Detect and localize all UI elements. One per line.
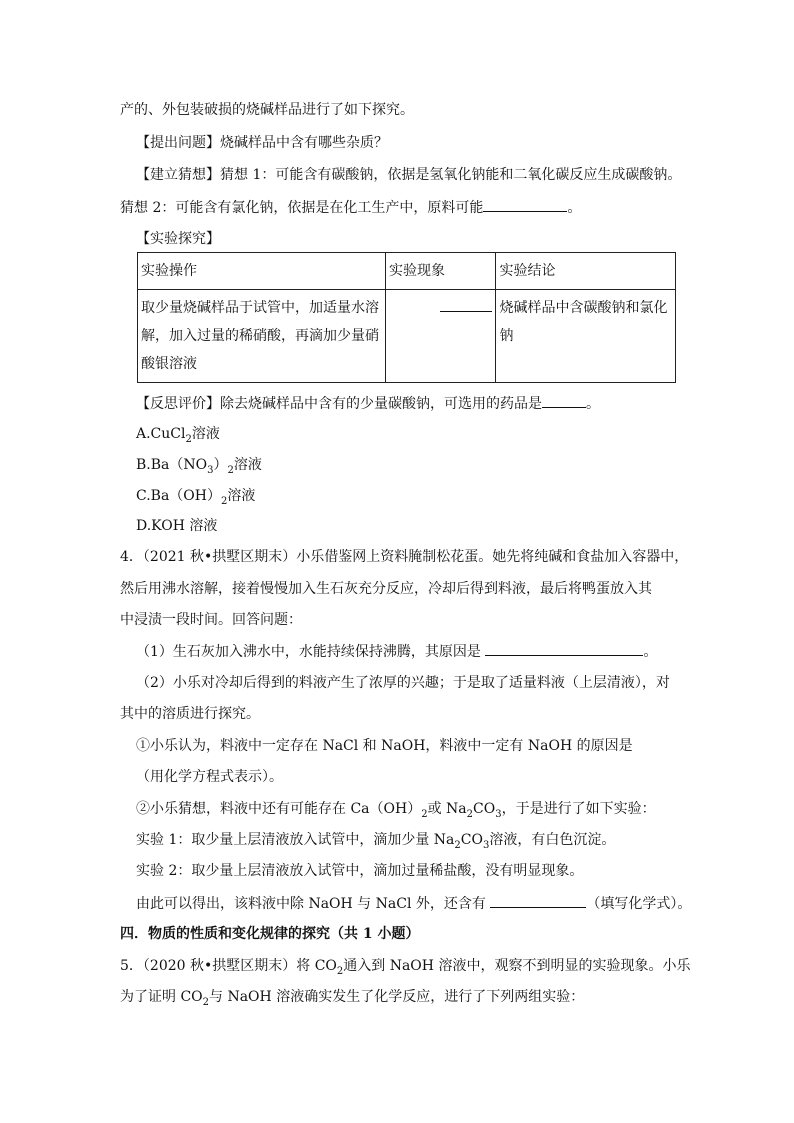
explore-tag: 【实验探究】	[136, 231, 220, 247]
header-phenomenon: 实验现象	[385, 253, 496, 290]
conclusion-cell	[496, 290, 676, 383]
conclusion-line: 钠	[499, 328, 514, 344]
q4-experiment-1: 实验 1：取少量上层清液放入试管中，滴加少量 $Na_2CO_3$溶液，有白色沉淀。	[136, 832, 616, 851]
answer-blank[interactable]	[483, 197, 567, 212]
table-row	[138, 290, 676, 383]
question-text: 烧碱样品中含有哪些杂质？	[220, 135, 388, 151]
reflect-paragraph	[136, 393, 600, 414]
q4-sub-2-line-2: 其中的溶质进行探究。	[120, 706, 260, 722]
option-d: D.KOH 溶液	[136, 518, 218, 534]
q5-line-2: 为了证明 $CO_2$与 NaOH 溶液确实发生了化学反应，进行了下列两组实验：	[120, 989, 585, 1008]
q4-line-2: 然后用沸水溶解，接着慢慢加入生石灰充分反应，冷却后得到料液，最后将鸭蛋放入其	[120, 581, 652, 597]
hypothesis-2-text: 猜想 2：可能含有氯化钠，依据是在化工生产中，原料可能	[120, 200, 484, 216]
reflect-tag: 【反思评价】	[136, 396, 220, 412]
period: 。	[567, 200, 582, 216]
q4-conclusion: 由此可以得出，该料液中除 NaOH 与 NaCl 外，还含有 （填写化学式）。	[136, 893, 691, 914]
answer-blank[interactable]	[490, 893, 586, 908]
question-paragraph	[136, 133, 388, 153]
q4-line-3: 中浸渍一段时间。回答问题：	[120, 612, 302, 628]
operation-cell	[138, 290, 386, 383]
hypothesis-1-text: 猜想 1：可能含有碳酸钠，依据是氢氧化钠能和二氧化碳反应生成碳酸钠。	[220, 167, 682, 183]
operation-line: 酸银溶液	[141, 356, 197, 372]
q4-point-1-line-2: （用化学方程式表示）。	[136, 769, 283, 785]
option-a: A.CuCl$_2$溶液	[136, 426, 220, 445]
q4-sub-1: （1）生石灰加入沸水中，水能持续保持沸腾，其原因是 。	[136, 641, 657, 662]
section-heading: 四．物质的性质和变化规律的探究（共 1 小题）	[120, 926, 420, 942]
table-header-row	[138, 253, 676, 290]
experiment-table	[137, 252, 676, 383]
answer-blank[interactable]	[485, 641, 643, 656]
q5-line-1: 5．（2020 秋•拱墅区期末）将 $CO_2$通入到 NaOH 溶液中，观察不到明显的实验现象。小乐	[120, 958, 691, 977]
option-c: $C.Ba(OH)_2$溶液	[136, 488, 256, 507]
question-tag: 【提出问题】	[136, 135, 220, 151]
header-conclusion: 实验结论	[496, 253, 676, 290]
phenomenon-cell	[385, 290, 496, 383]
hypothesis-tag: 【建立猜想】	[136, 167, 220, 183]
q4-sub-2-line-1: （2）小乐对冷却后得到的料液产生了浓厚的兴趣；于是取了适量料液（上层清液），对	[136, 675, 670, 691]
answer-blank[interactable]	[440, 297, 492, 312]
hypothesis-1	[136, 165, 681, 185]
q4-line-1: 4．（2021 秋•拱墅区期末）小乐借鉴网上资料腌制松花蛋。她先将纯碱和食盐加入容器中，	[120, 549, 689, 565]
q4-point-1-line-1: ①小乐认为，料液中一定存在 NaCl 和 NaOH，料液中一定有 NaOH 的原因是	[136, 738, 633, 754]
conclusion-line: 烧碱样品中含碳酸钠和氯化	[499, 300, 668, 316]
hypothesis-2	[120, 197, 581, 218]
answer-blank[interactable]	[542, 393, 586, 408]
option-b: $B.Ba(NO_3)_2$溶液	[136, 457, 262, 476]
operation-line: 取少量烧碱样品于试管中，加适量水溶	[141, 300, 379, 316]
period: 。	[586, 396, 600, 412]
intro-text: 产的、外包装破损的烧碱样品进行了如下探究。	[120, 102, 414, 118]
reflect-text: 除去烧碱样品中含有的少量碳酸钠，可选用的药品是	[220, 396, 542, 412]
header-operation: 实验操作	[138, 253, 386, 290]
q4-point-2: ②小乐猜想，料液中还有可能存在 $Ca(OH)_2$或 $Na_2CO_3$，于是进行了如下实验：	[136, 801, 656, 820]
q4-experiment-2: 实验 2：取少量上层清液放入试管中，滴加过量稀盐酸，没有明显现象。	[136, 863, 584, 879]
operation-line: 解，加入过量的稀硝酸，再滴加少量硝	[141, 328, 379, 344]
